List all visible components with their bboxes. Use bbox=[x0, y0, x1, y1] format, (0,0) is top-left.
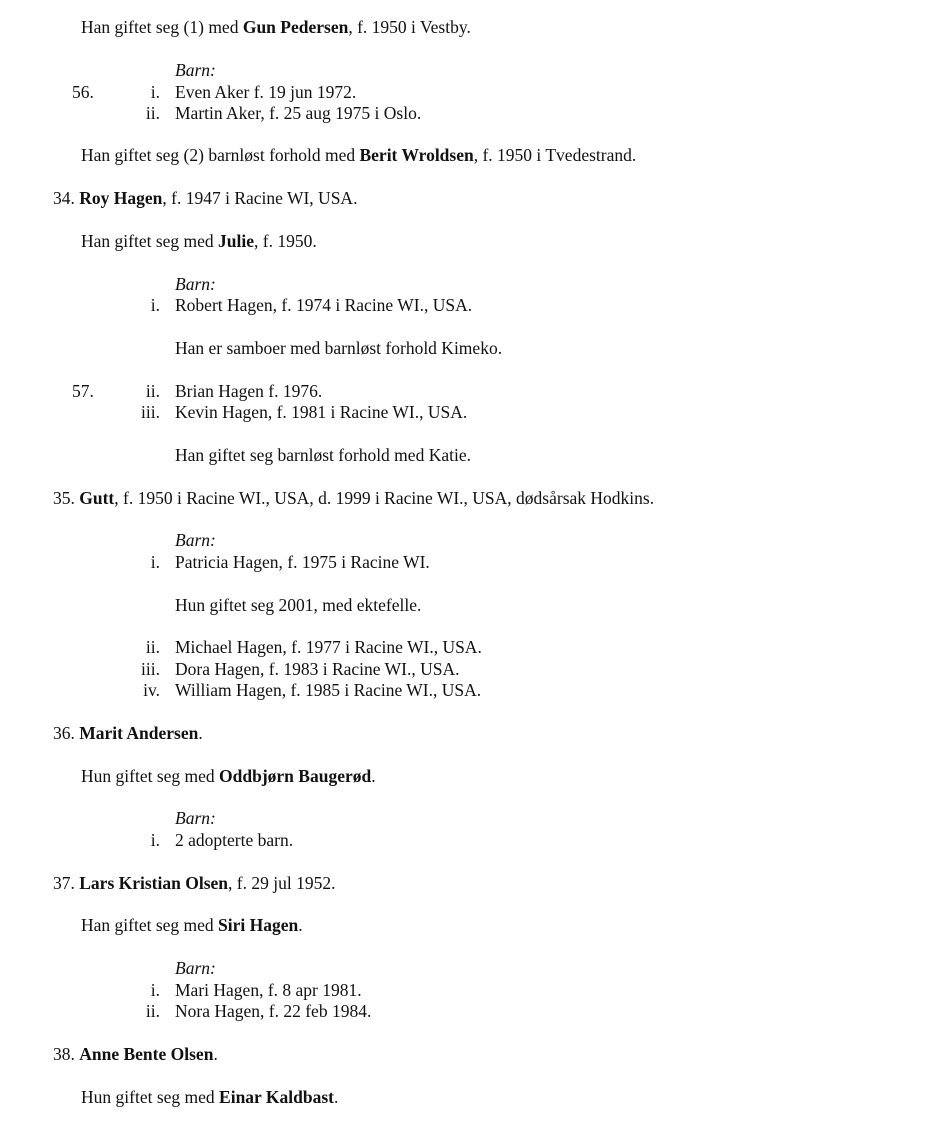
child-entry: Dora Hagen, f. 1983 i Racine WI., USA. bbox=[175, 659, 460, 679]
child-entry: Even Aker f. 19 jun 1972. bbox=[175, 82, 357, 102]
child-index: iii. bbox=[141, 659, 160, 679]
spouse-line: Han giftet seg med Julie, f. 1950. bbox=[81, 231, 317, 251]
child-index: ii. bbox=[145, 1001, 160, 1021]
child-note: Han er samboer med barnløst forhold Kimeko. bbox=[175, 338, 503, 358]
spouse-line: Hun giftet seg med Einar Kaldbast. bbox=[81, 1087, 339, 1107]
spouse-name: Gun Pedersen bbox=[242, 17, 349, 37]
child-entry: Mari Hagen, f. 8 apr 1981. bbox=[175, 980, 362, 1000]
child-index: i. bbox=[150, 552, 160, 572]
child-entry: Robert Hagen, f. 1974 i Racine WI., USA. bbox=[175, 295, 473, 315]
spouse-line: Han giftet seg (1) med Gun Pedersen, f. 1950 i Vestby. bbox=[81, 17, 471, 37]
children-heading: Barn: bbox=[175, 808, 216, 828]
children-heading: Barn: bbox=[175, 530, 216, 550]
person-name: Marit Andersen bbox=[79, 723, 199, 743]
reference-number: 56. bbox=[72, 82, 94, 102]
person-name: Roy Hagen bbox=[79, 188, 163, 208]
spouse-name: Berit Wroldsen bbox=[359, 145, 474, 165]
child-entry: Nora Hagen, f. 22 feb 1984. bbox=[175, 1001, 372, 1021]
child-index: i. bbox=[150, 82, 160, 102]
person-entry: 34. Roy Hagen, f. 1947 i Racine WI, USA. bbox=[53, 188, 358, 208]
child-entry: Martin Aker, f. 25 aug 1975 i Oslo. bbox=[175, 103, 422, 123]
children-heading: Barn: bbox=[175, 274, 216, 294]
child-entry: Brian Hagen f. 1976. bbox=[175, 381, 323, 401]
spouse-line: Han giftet seg (2) barnløst forhold med Berit Wroldsen, f. 1950 i Tvedestrand. bbox=[81, 145, 637, 165]
spouse-name: Siri Hagen bbox=[218, 915, 299, 935]
spouse-name: Einar Kaldbast bbox=[219, 1087, 334, 1107]
child-index: i. bbox=[150, 295, 160, 315]
child-note: Hun giftet seg 2001, med ektefelle. bbox=[175, 595, 422, 615]
child-note: Han giftet seg barnløst forhold med Katie. bbox=[175, 445, 471, 465]
child-entry: William Hagen, f. 1985 i Racine WI., USA. bbox=[175, 680, 482, 700]
child-index: i. bbox=[150, 830, 160, 850]
child-index: iv. bbox=[143, 680, 160, 700]
person-entry: 36. Marit Andersen. bbox=[53, 723, 203, 743]
child-index: ii. bbox=[145, 637, 160, 657]
child-entry: Kevin Hagen, f. 1981 i Racine WI., USA. bbox=[175, 402, 468, 422]
child-index: iii. bbox=[141, 402, 160, 422]
reference-number: 57. bbox=[72, 381, 94, 401]
children-heading: Barn: bbox=[175, 958, 216, 978]
spouse-name: Julie bbox=[218, 231, 255, 251]
person-name: Gutt bbox=[79, 488, 115, 508]
child-index: i. bbox=[150, 980, 160, 1000]
child-entry: Patricia Hagen, f. 1975 i Racine WI. bbox=[175, 552, 430, 572]
person-name: Anne Bente Olsen bbox=[79, 1044, 214, 1064]
person-entry: 38. Anne Bente Olsen. bbox=[53, 1044, 218, 1064]
spouse-name: Oddbjørn Baugerød bbox=[219, 766, 372, 786]
child-index: ii. bbox=[145, 103, 160, 123]
person-entry: 37. Lars Kristian Olsen, f. 29 jul 1952. bbox=[53, 873, 336, 893]
child-entry: Michael Hagen, f. 1977 i Racine WI., USA. bbox=[175, 637, 482, 657]
child-index: ii. bbox=[145, 381, 160, 401]
person-name: Lars Kristian Olsen bbox=[79, 873, 229, 893]
children-heading: Barn: bbox=[175, 60, 216, 80]
spouse-line: Han giftet seg med Siri Hagen. bbox=[81, 915, 303, 935]
spouse-line: Hun giftet seg med Oddbjørn Baugerød. bbox=[81, 766, 376, 786]
child-entry: 2 adopterte barn. bbox=[175, 830, 294, 850]
person-entry: 35. Gutt, f. 1950 i Racine WI., USA, d. 1999 i Racine WI., USA, dødsårsak Hodkins. bbox=[53, 488, 655, 508]
